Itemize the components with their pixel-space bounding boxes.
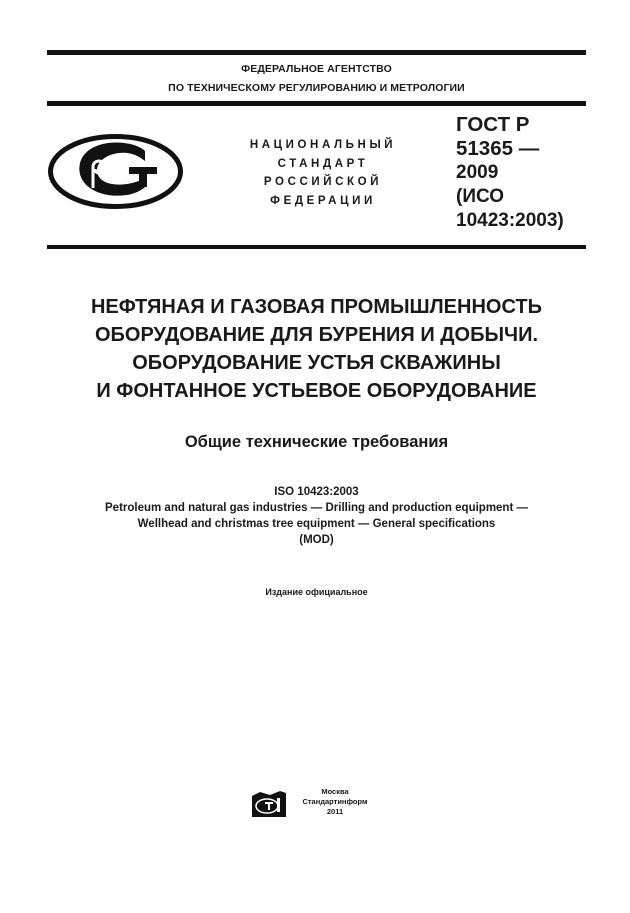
national-standard-line: СТАНДАРТ [277,157,369,170]
standard-designation [456,113,564,233]
national-standard-line: РОССИЙСКОЙ [263,176,383,188]
designation-line: 2009 [456,162,499,183]
publisher-info [300,787,370,817]
national-standard-label [236,136,410,210]
edition-label: Издание официальное [265,587,368,597]
agency-line-1: ФЕДЕРАЛЬНОЕ АГЕНТСТВО [241,63,392,75]
publisher-city: Москва [321,787,349,796]
title-line: И ФОНТАННОЕ УСТЬЕВОЕ ОБОРУДОВАНИЕ [96,380,537,402]
designation-line: ГОСТ Р [456,113,530,136]
standartinform-logo-icon [250,790,288,818]
national-standard-line: ФЕДЕРАЦИИ [270,194,376,207]
gost-r-logo-icon [47,133,184,210]
national-standard-line: НАЦИОНАЛЬНЫЙ [249,139,397,151]
header-rule [47,101,586,106]
designation-line: 10423:2003) [456,210,564,231]
title-line: ОБОРУДОВАНИЕ ДЛЯ БУРЕНИЯ И ДОБЫЧИ. [94,324,539,346]
iso-reference [47,484,586,548]
iso-line: Wellhead and christmas tree equipment — General specifications [137,518,496,530]
publisher-year: 2011 [326,807,344,816]
agency-line-2: ПО ТЕХНИЧЕСКОМУ РЕГУЛИРОВАНИЮ И МЕТРОЛОГИИ [168,82,465,94]
iso-line: (MOD) [299,534,334,546]
iso-line: ISO 10423:2003 [274,486,359,498]
document-title [47,293,586,405]
top-rule [47,50,586,55]
designation-line: (ИСО [456,186,505,207]
document-subtitle: Общие технические требования [184,433,449,451]
designation-line: 51365 — [456,137,540,160]
section-rule [47,245,586,249]
publisher-name: Стандартинформ [302,797,368,806]
title-line: ОБОРУДОВАНИЕ УСТЬЯ СКВАЖИНЫ [132,352,501,374]
title-line: НЕФТЯНАЯ И ГАЗОВАЯ ПРОМЫШЛЕННОСТЬ [90,296,543,318]
iso-line: Petroleum and natural gas industries — Drilling and production equipment — [105,502,528,514]
